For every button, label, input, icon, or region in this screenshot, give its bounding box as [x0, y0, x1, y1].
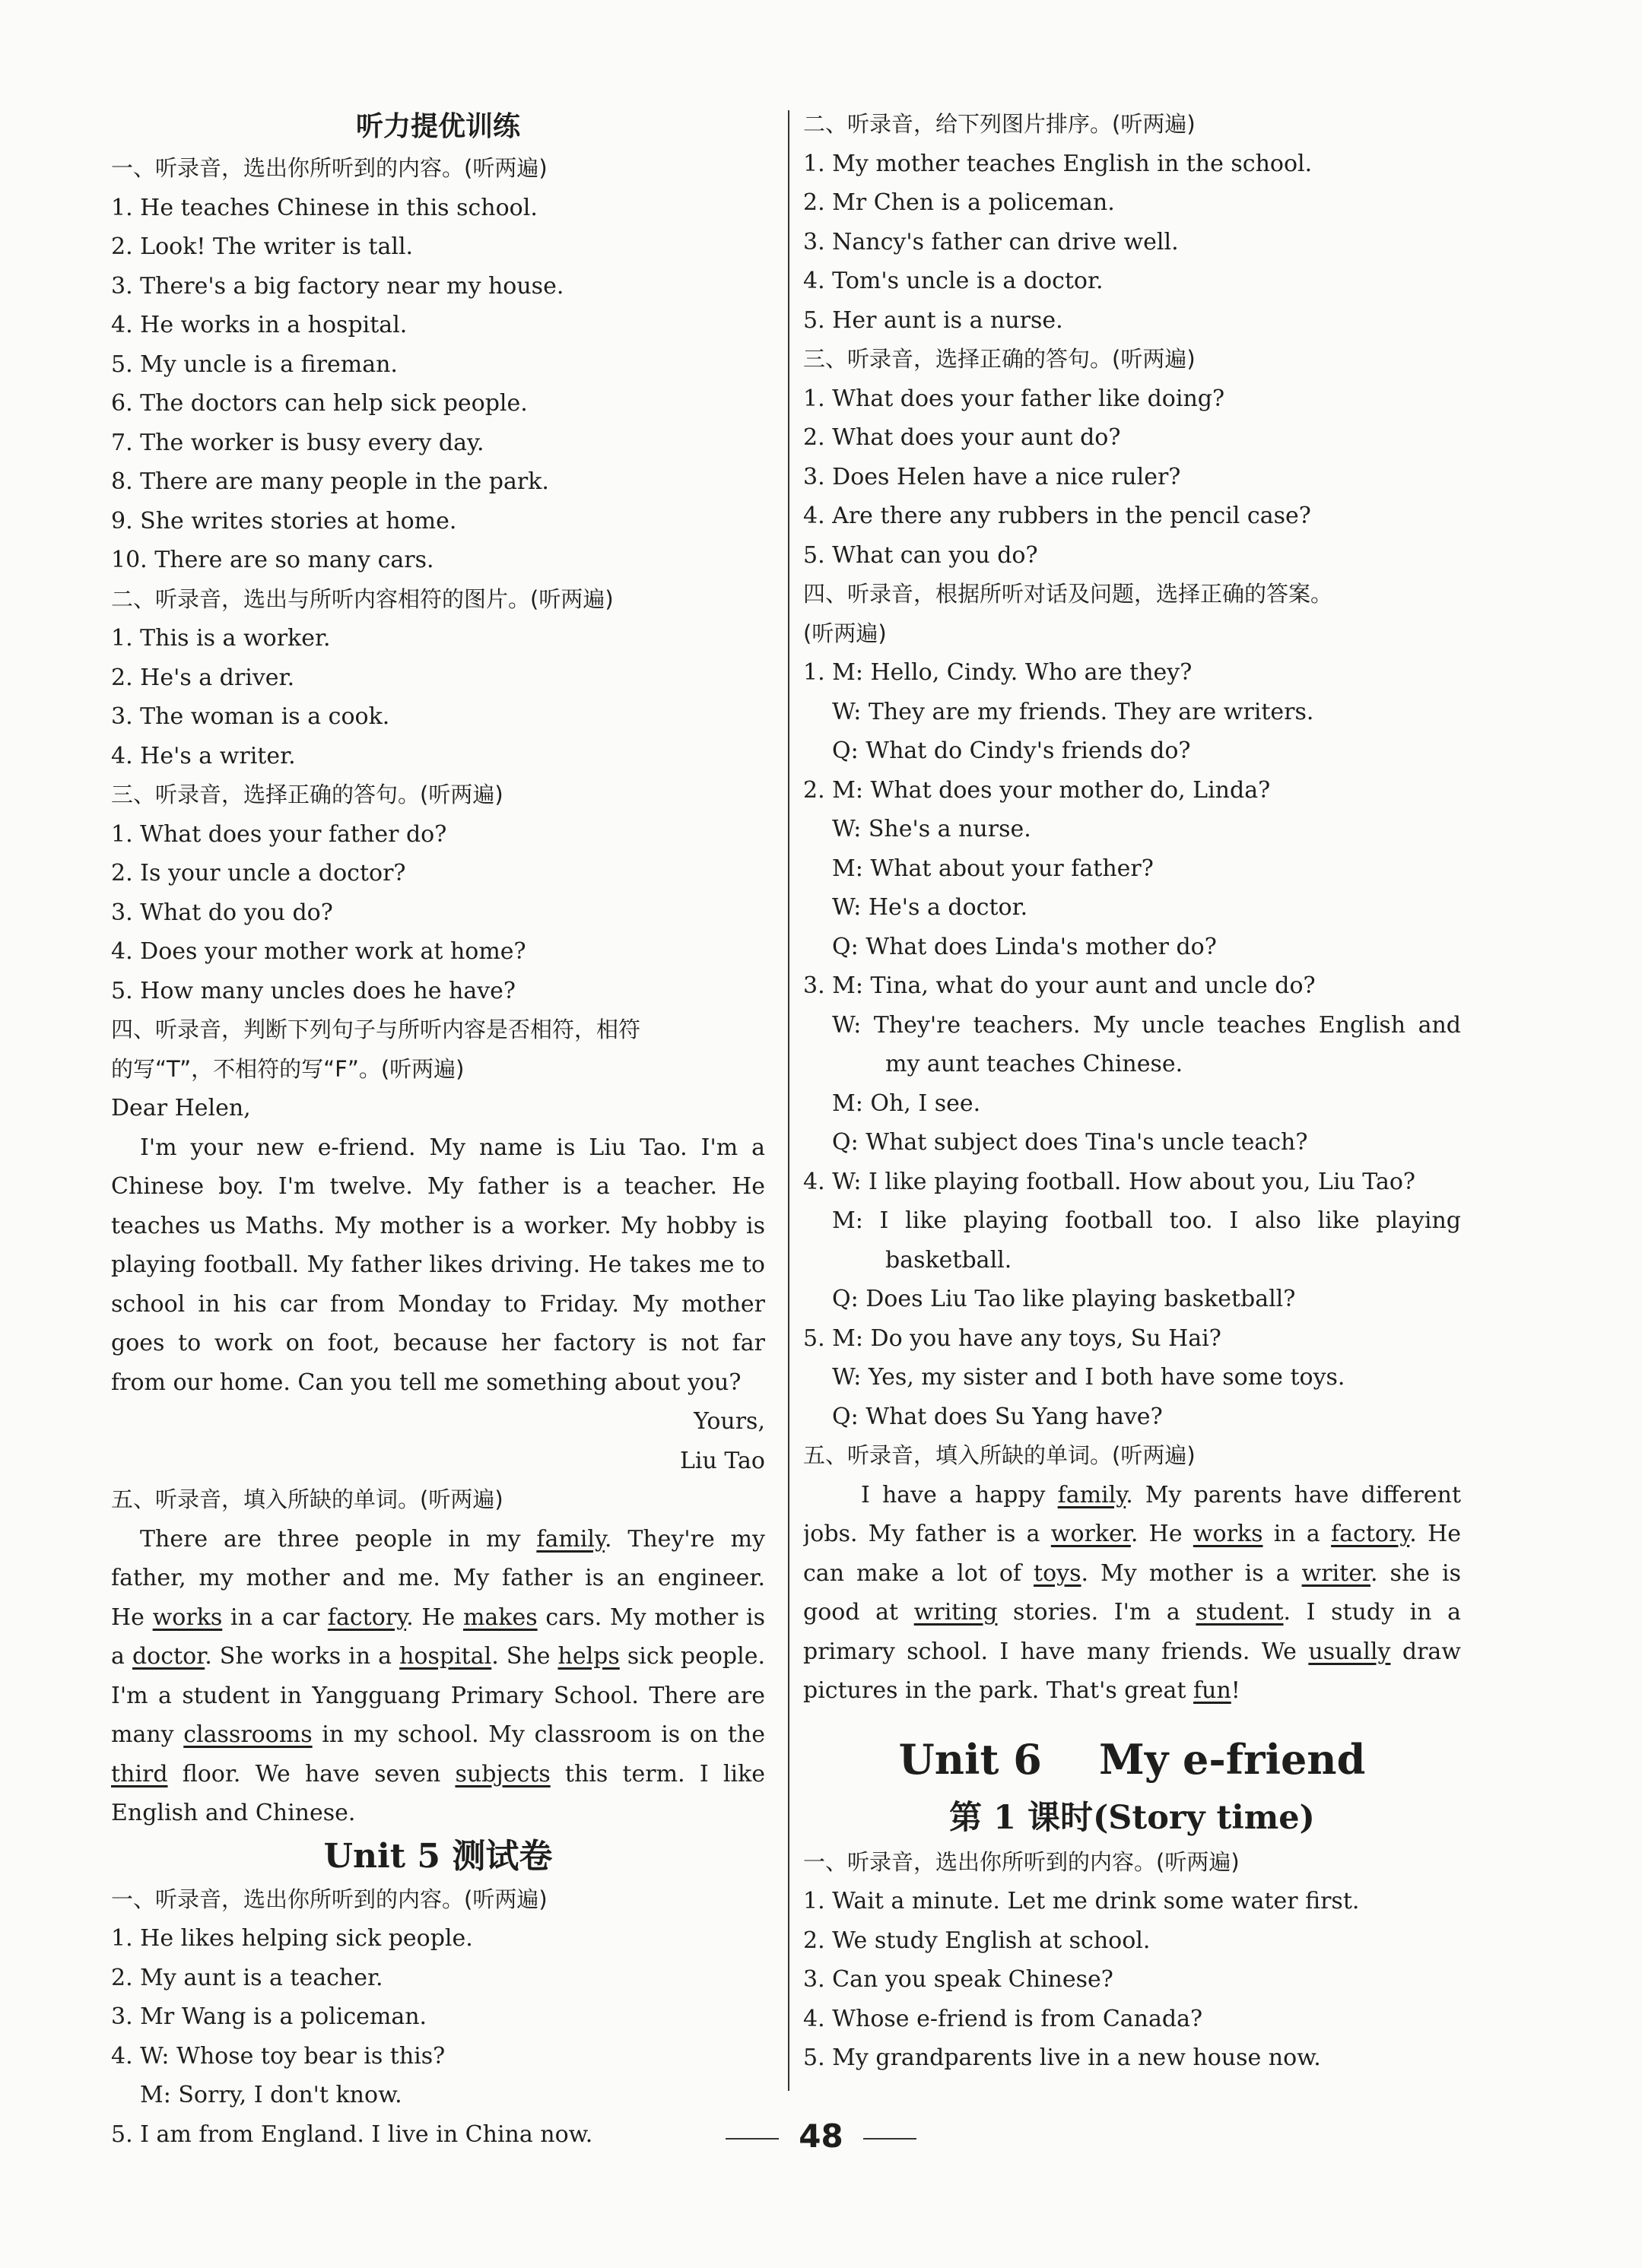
- list-item: 2. My aunt is a teacher.: [111, 1964, 383, 1991]
- filled-word: third: [111, 1760, 168, 1787]
- dialogue-list: [803, 653, 1461, 1436]
- dialogue-line: W: He's a doctor.: [832, 894, 1028, 921]
- page-number: 48: [0, 2117, 1642, 2155]
- dialogue-line: M: I like playing football too. I also like playing: [832, 1207, 1461, 1234]
- list-item: 3. Can you speak Chinese?: [803, 1966, 1113, 1993]
- list-item: 2. Is your uncle a doctor?: [111, 860, 406, 887]
- instruction: 的写“T”，不相符的写“F”。(听两遍): [111, 1055, 465, 1082]
- list-item: 5. My grandparents live in a new house now.: [803, 2044, 1321, 2071]
- letter: [111, 1089, 765, 1480]
- filled-word: classrooms: [183, 1721, 313, 1748]
- list-item: 2. He's a driver.: [111, 664, 295, 691]
- instruction: (听两遍): [803, 620, 887, 646]
- instruction: 三、听录音，选择正确的答句。(听两遍): [111, 782, 503, 807]
- dialogue-line: 1. M: Hello, Cindy. Who are they?: [803, 659, 1193, 686]
- dialogue-line: 5. M: Do you have any toys, Su Hai?: [803, 1324, 1221, 1352]
- letter-line: goes to work on foot, because her factory is not far: [111, 1330, 765, 1356]
- transcript-list: [803, 379, 1461, 576]
- list-item: 2. What does your aunt do?: [803, 424, 1121, 451]
- instruction: 二、听录音，选出与所听内容相符的图片。(听两遍): [111, 585, 614, 612]
- list-item: 4. He's a writer.: [111, 742, 296, 769]
- list-item: 6. The doctors can help sick people.: [111, 390, 528, 417]
- instruction: 二、听录音，给下列图片排序。(听两遍): [803, 111, 1196, 137]
- transcript-list: [803, 144, 1461, 341]
- list-item: 5. I am from England. I live in China now.: [111, 2121, 593, 2148]
- list-item: 4. He works in a hospital.: [111, 312, 408, 338]
- filled-word: works: [1193, 1521, 1263, 1547]
- list-item: 3. The woman is a cook.: [111, 703, 390, 730]
- list-item: 2. Look! The writer is tall.: [111, 233, 414, 260]
- transcript-list: [111, 619, 765, 776]
- filled-word: student: [1196, 1599, 1284, 1626]
- list-item: M: Sorry, I don't know.: [140, 2082, 402, 2108]
- dialogue-line: Q: What does Linda's mother do?: [832, 933, 1217, 960]
- list-item: 4. Whose e-friend is from Canada?: [803, 2005, 1203, 2032]
- dash-left: [726, 2138, 779, 2140]
- filled-word: writer: [1301, 1559, 1371, 1587]
- list-item: 4. Tom's uncle is a doctor.: [803, 268, 1104, 294]
- filled-word: fun: [1193, 1677, 1231, 1704]
- dialogue-line: W: She's a nurse.: [832, 816, 1031, 842]
- letter-line: playing football. My father likes driving. He takes me to: [111, 1251, 765, 1278]
- list-item: 3. What do you do?: [111, 899, 333, 926]
- instruction: 一、听录音，选出你所听到的内容。(听两遍): [803, 1848, 1240, 1875]
- dialogue-line: Q: What subject does Tina's uncle teach?: [832, 1129, 1308, 1156]
- dialogue-line: W: Yes, my sister and I both have some toys.: [832, 1364, 1345, 1391]
- list-item: 3. There's a big factory near my house.: [111, 272, 564, 300]
- instruction: 四、听录音，根据所听对话及问题，选择正确的答案。: [803, 581, 1333, 607]
- filled-word: works: [152, 1603, 223, 1631]
- dialogue-line: Q: What do Cindy's friends do?: [832, 737, 1191, 764]
- list-item: 5. How many uncles does he have?: [111, 977, 516, 1004]
- instruction: 一、听录音，选出你所听到的内容。(听两遍): [111, 1886, 548, 1912]
- list-item: 8. There are many people in the park.: [111, 468, 549, 495]
- letter-line: teaches us Maths. My mother is a worker. My hobby is: [111, 1212, 765, 1239]
- list-item: 1. He teaches Chinese in this school.: [111, 194, 538, 221]
- dialogue-line: 2. M: What does your mother do, Linda?: [803, 776, 1271, 804]
- dialogue-line: Q: Does Liu Tao like playing basketball?: [832, 1286, 1296, 1312]
- filled-word: usually: [1308, 1638, 1391, 1665]
- list-item: 3. Mr Wang is a policeman.: [111, 2003, 427, 2030]
- list-item: 5. Her aunt is a nurse.: [803, 306, 1063, 334]
- passage-line: jobs. My father is a worker. He works in a factory. He: [803, 1521, 1461, 1547]
- right-column: [803, 105, 1461, 2078]
- list-item: 4. Does your mother work at home?: [111, 938, 526, 965]
- letter-signature: Liu Tao: [679, 1447, 765, 1474]
- list-item: 10. There are so many cars.: [111, 547, 434, 573]
- list-item: 1. Wait a minute. Let me drink some water first.: [803, 1888, 1360, 1914]
- dialogue-line: Q: What does Su Yang have?: [832, 1403, 1163, 1430]
- letter-line: Chinese boy. I'm twelve. My father is a teacher. He: [111, 1173, 765, 1200]
- list-item: 9. She writes stories at home.: [111, 507, 457, 534]
- cloze-passage: [803, 1476, 1461, 1711]
- filled-word: factory: [1331, 1521, 1410, 1547]
- letter-line: I'm your new e-friend. My name is Liu Tao. I'm a: [140, 1134, 765, 1161]
- passage-line: a doctor. She works in a hospital. She helps sick people.: [111, 1643, 765, 1670]
- filled-word: writing: [913, 1599, 998, 1626]
- passage-line: pictures in the park. That's great fun!: [803, 1677, 1240, 1704]
- dialogue-line: M: What about your father?: [832, 855, 1154, 882]
- filled-word: factory: [327, 1603, 407, 1631]
- cloze-passage: [111, 1520, 765, 1833]
- instruction: 五、听录音，填入所缺的单词。(听两遍): [803, 1442, 1196, 1468]
- passage-line: third floor. We have seven subjects this term. I like: [111, 1760, 765, 1787]
- dialogue-line: W: They're teachers. My uncle teaches English and: [832, 1011, 1461, 1039]
- filled-word: helps: [557, 1643, 620, 1670]
- lesson-title: 第 1 课时(Story time): [949, 1798, 1315, 1837]
- letter-greeting: Dear Helen,: [111, 1095, 251, 1121]
- passage-line: English and Chinese.: [111, 1800, 356, 1826]
- passage-line: many classrooms in my school. My classroom is on the: [111, 1721, 765, 1748]
- list-item: 2. Mr Chen is a policeman.: [803, 189, 1115, 216]
- list-item: 1. This is a worker.: [111, 625, 331, 652]
- test-title: Unit 5 测试卷: [323, 1836, 553, 1876]
- list-item: 1. What does your father do?: [111, 820, 447, 848]
- letter-line: from our home. Can you tell me something about you?: [111, 1369, 742, 1396]
- dialogue-line: M: Oh, I see.: [832, 1090, 981, 1117]
- section-title: 听力提优训练: [355, 111, 520, 142]
- instruction: 一、听录音，选出你所听到的内容。(听两遍): [111, 155, 548, 181]
- instruction: 四、听录音，判断下列句子与所听内容是否相符，相符: [111, 1017, 641, 1042]
- passage-line: I have a happy family. My parents have different: [861, 1481, 1461, 1508]
- list-item: 1. What does your father like doing?: [803, 385, 1225, 412]
- filled-word: doctor: [132, 1643, 205, 1670]
- list-item: 3. Does Helen have a nice ruler?: [803, 463, 1181, 490]
- transcript-list: [111, 815, 765, 1011]
- instruction: 三、听录音，选择正确的答句。(听两遍): [803, 346, 1196, 372]
- instruction: 五、听录音，填入所缺的单词。(听两遍): [111, 1486, 503, 1512]
- filled-word: makes: [462, 1603, 538, 1631]
- list-item: 4. W: Whose toy bear is this?: [111, 2042, 446, 2070]
- dialogue-line: W: They are my friends. They are writers.: [832, 698, 1314, 725]
- list-item: 5. What can you do?: [803, 541, 1038, 569]
- letter-line: school in his car from Monday to Friday. My mother: [111, 1290, 765, 1318]
- filled-word: family: [536, 1525, 605, 1553]
- filled-word: family: [1057, 1481, 1126, 1508]
- passage-line: primary school. I have many friends. We usually draw: [803, 1638, 1461, 1665]
- list-item: 7. The worker is busy every day.: [111, 429, 484, 456]
- dialogue-line: 4. W: I like playing football. How about you, Liu Tao?: [803, 1168, 1415, 1195]
- transcript-list: [111, 189, 765, 580]
- dash-right: [863, 2138, 916, 2140]
- filled-word: hospital: [399, 1643, 492, 1670]
- letter-closing: Yours,: [694, 1408, 765, 1435]
- list-item: 1. My mother teaches English in the school.: [803, 150, 1313, 177]
- dialogue-line: basketball.: [885, 1246, 1012, 1274]
- dialogue-line: my aunt teaches Chinese.: [885, 1051, 1183, 1077]
- passage-line: There are three people in my family. They're my: [140, 1525, 765, 1553]
- passage-line: can make a lot of toys. My mother is a writer. she is: [803, 1559, 1461, 1587]
- left-column: [111, 105, 765, 2154]
- filled-word: subjects: [455, 1760, 551, 1787]
- list-item: 3. Nancy's father can drive well.: [803, 228, 1179, 255]
- passage-line: He works in a car factory. He makes cars. My mother is: [111, 1603, 765, 1631]
- list-item: 5. My uncle is a fireman.: [111, 351, 398, 378]
- list-item: 2. We study English at school.: [803, 1927, 1151, 1954]
- column-divider: [788, 110, 789, 2091]
- passage-line: good at writing stories. I'm a student. I study in a: [803, 1599, 1461, 1626]
- unit-title: Unit 6 My e-friend: [898, 1734, 1366, 1784]
- transcript-list: [803, 1882, 1461, 2078]
- filled-word: worker: [1050, 1521, 1131, 1547]
- passage-line: I'm a student in Yangguang Primary School. There are: [111, 1682, 765, 1709]
- passage-line: father, my mother and me. My father is an engineer.: [111, 1565, 765, 1591]
- filled-word: toys: [1034, 1559, 1081, 1587]
- list-item: 1. He likes helping sick people.: [111, 1925, 473, 1952]
- list-item: 4. Are there any rubbers in the pencil case?: [803, 503, 1311, 529]
- dialogue-line: 3. M: Tina, what do your aunt and uncle do?: [803, 972, 1316, 999]
